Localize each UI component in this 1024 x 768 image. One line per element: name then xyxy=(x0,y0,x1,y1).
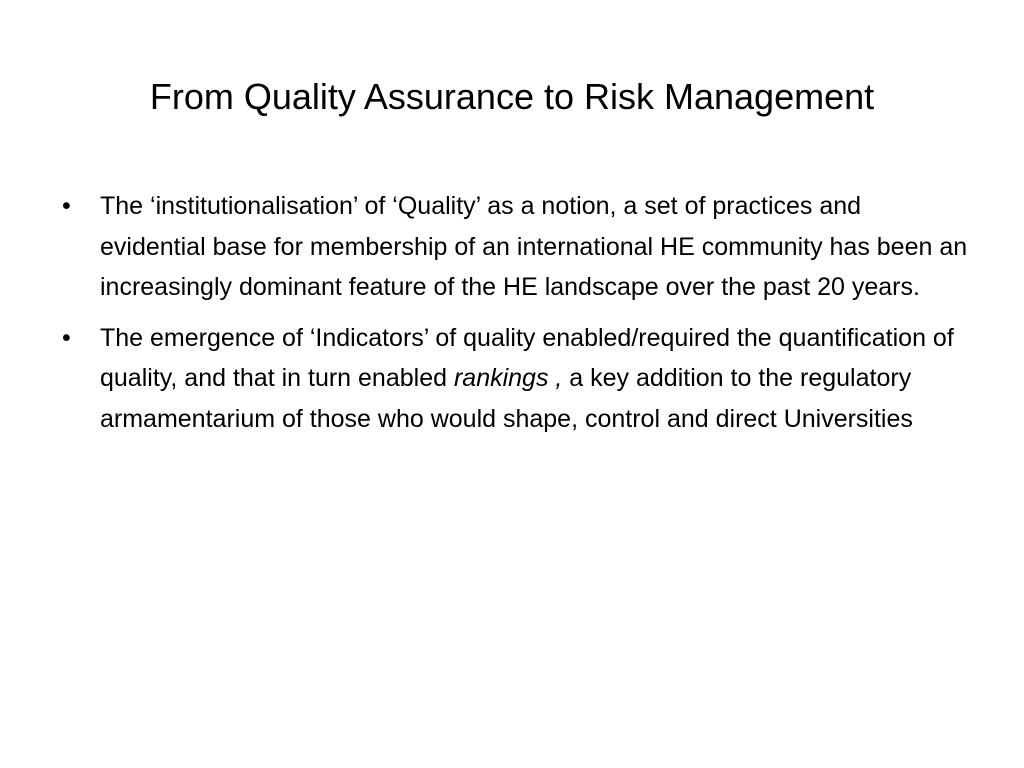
bullet-marker: • xyxy=(62,323,71,352)
bullet-text-end: a key addition to the regulatory armamentarium of those who would shape, control and direct Universities xyxy=(100,364,913,433)
bullet-text: The ‘institutionalisation’ of ‘Quality’ as a notion, a set of practices and evidential base for membership of an international HE community has been an increasingly dominant feature of the HE landscape over the past 20 years. xyxy=(100,192,968,301)
bullet-list xyxy=(60,186,970,449)
rankings-emphasis: rankings , xyxy=(453,364,563,392)
bullet-text-start: The emergence of ‘Indicators’ of quality enabled/required the quantification of quality, and that in turn enabled xyxy=(100,323,954,392)
slide-title: From Quality Assurance to Risk Management xyxy=(149,76,875,117)
bullet-item-institutionalisation xyxy=(60,186,970,308)
bullet-marker: • xyxy=(62,192,71,220)
bullet-item-indicators xyxy=(60,318,970,440)
